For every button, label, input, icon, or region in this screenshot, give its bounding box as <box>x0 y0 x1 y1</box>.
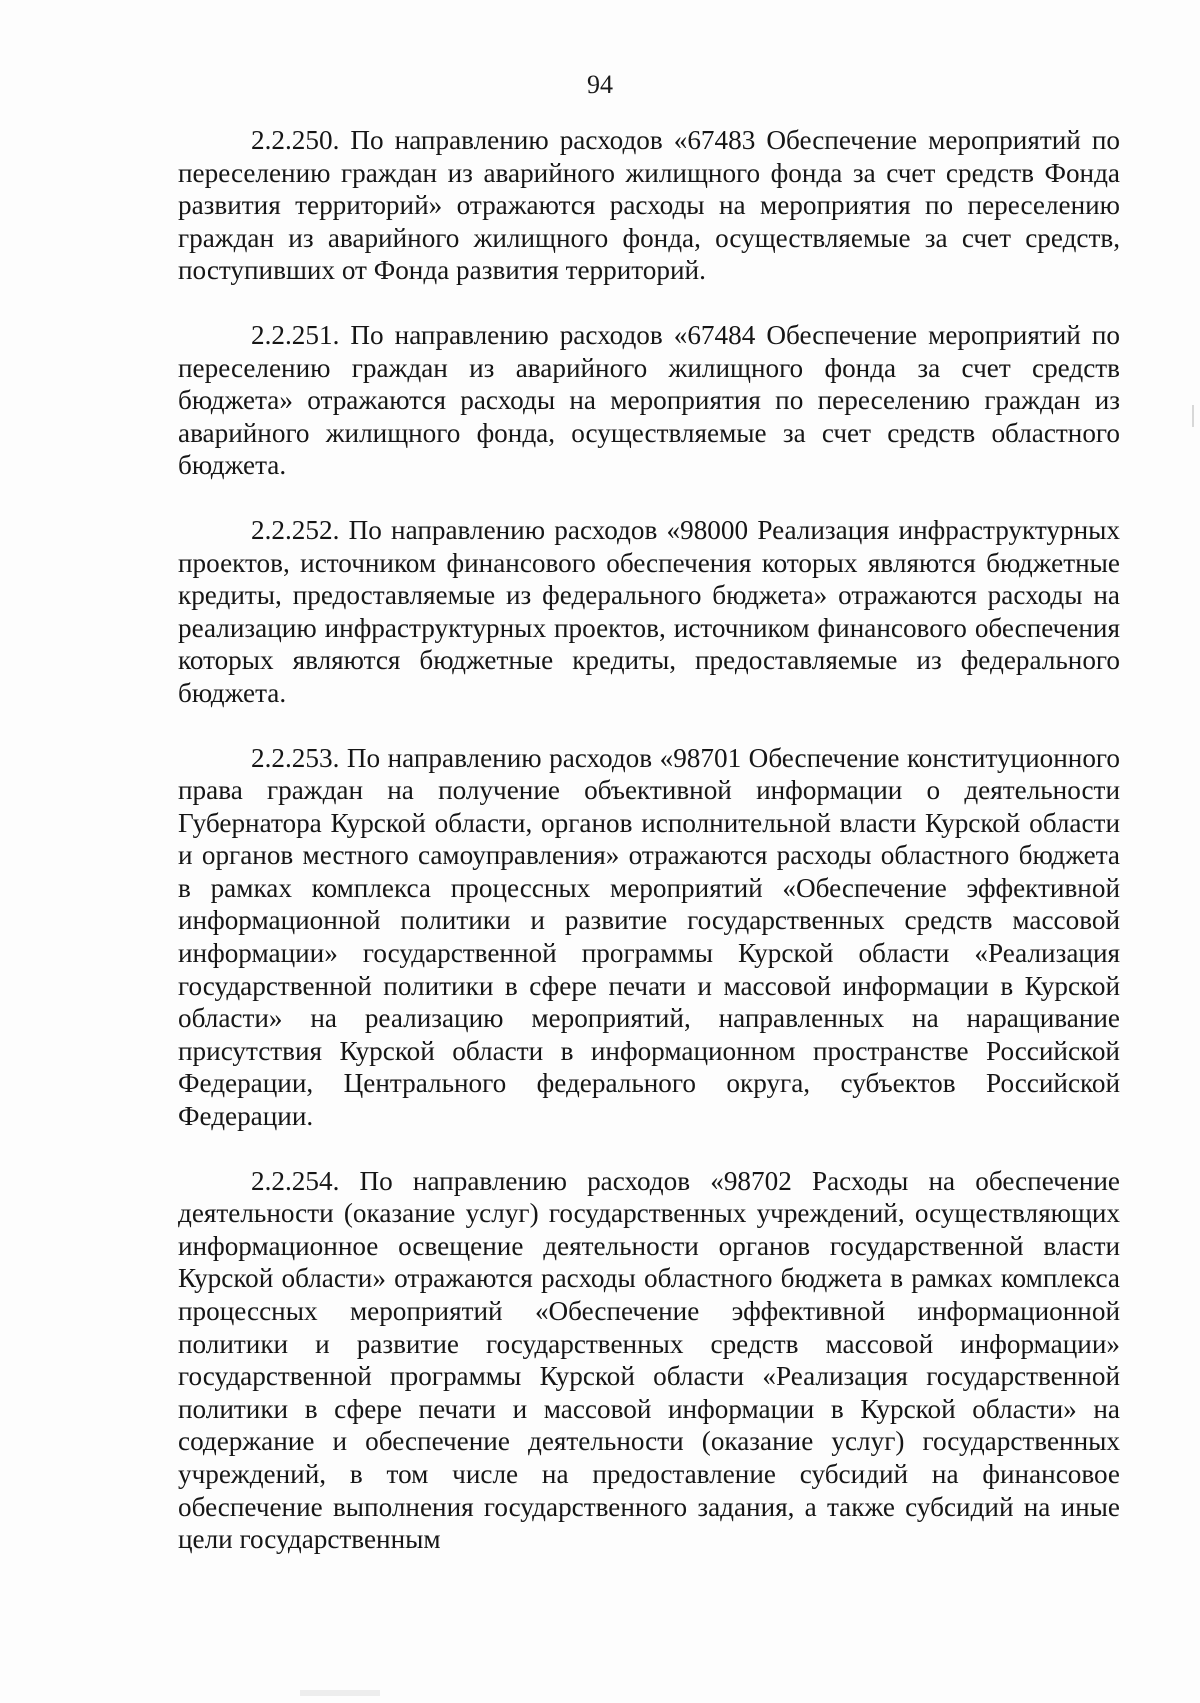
page-number: 94 <box>587 70 613 99</box>
scan-artifact-bottom <box>300 1690 380 1696</box>
paragraph-2-2-252: 2.2.252. По направлению расходов «98000 Реализация инфраструктурных проектов, источником финансового обеспечения которых являются бюджетные кредиты, предоставляемые из федерального бюджета» отражаются расходы на реализацию инфраструктурных проектов, источником финансового обеспечения которых являются бюджетные кредиты, предоставляемые из федерального бюджета. <box>178 514 1120 708</box>
paragraph-2-2-250: 2.2.250. По направлению расходов «67483 Обеспечение мероприятий по переселению граждан из аварийного жилищного фонда за счет средств Фонда развития территорий» отражаются расходы на мероприятия по переселению граждан из аварийного жилищного фонда, осуществляемые за счет средств, поступивших от Фонда развития территорий. <box>178 125 1120 286</box>
paragraph-2-2-253: 2.2.253. По направлению расходов «98701 Обеспечение конституционного права граждан на получение объективной информации о деятельности Губернатора Курской области, органов исполнительной власти Курской области и органов местного самоуправления» отражаются расходы областного бюджета в рамках комплекса процессных мероприятий «Обеспечение эффективной информационной политики и развитие государственных средств массовой информации» государственной программы Курской области «Реализация государственной политики в сфере печати и массовой информации в Курской области» на реализацию мероприятий, направленных на наращивание присутствия Курской области в информационном пространстве Российской Федерации, Центрального федерального округа, субъектов Российской Федерации. <box>178 742 1120 1132</box>
document-body <box>178 124 1120 1588</box>
paragraph-2-2-254: 2.2.254. По направлению расходов «98702 Расходы на обеспечение деятельности (оказание услуг) государственных учреждений, осуществляющих информационное освещение деятельности органов государственной власти Курской области» отражаются расходы областного бюджета в рамках комплекса процессных мероприятий «Обеспечение эффективной информационной политики и развитие государственных средств массовой информации» государственной программы Курской области «Реализация государственной политики в сфере печати и массовой информации в Курской области» на содержание и обеспечение деятельности (оказание услуг) государственных учреждений, в том числе на предоставление субсидий на финансовое обеспечение выполнения государственного задания, а также субсидий на иные цели государственным <box>178 1165 1120 1555</box>
scan-artifact <box>1192 405 1194 427</box>
paragraph-2-2-251: 2.2.251. По направлению расходов «67484 Обеспечение мероприятий по переселению граждан из аварийного жилищного фонда за счет средств бюджета» отражаются расходы на мероприятия по переселению граждан из аварийного жилищного фонда, осуществляемые за счет средств областного бюджета. <box>178 319 1120 481</box>
